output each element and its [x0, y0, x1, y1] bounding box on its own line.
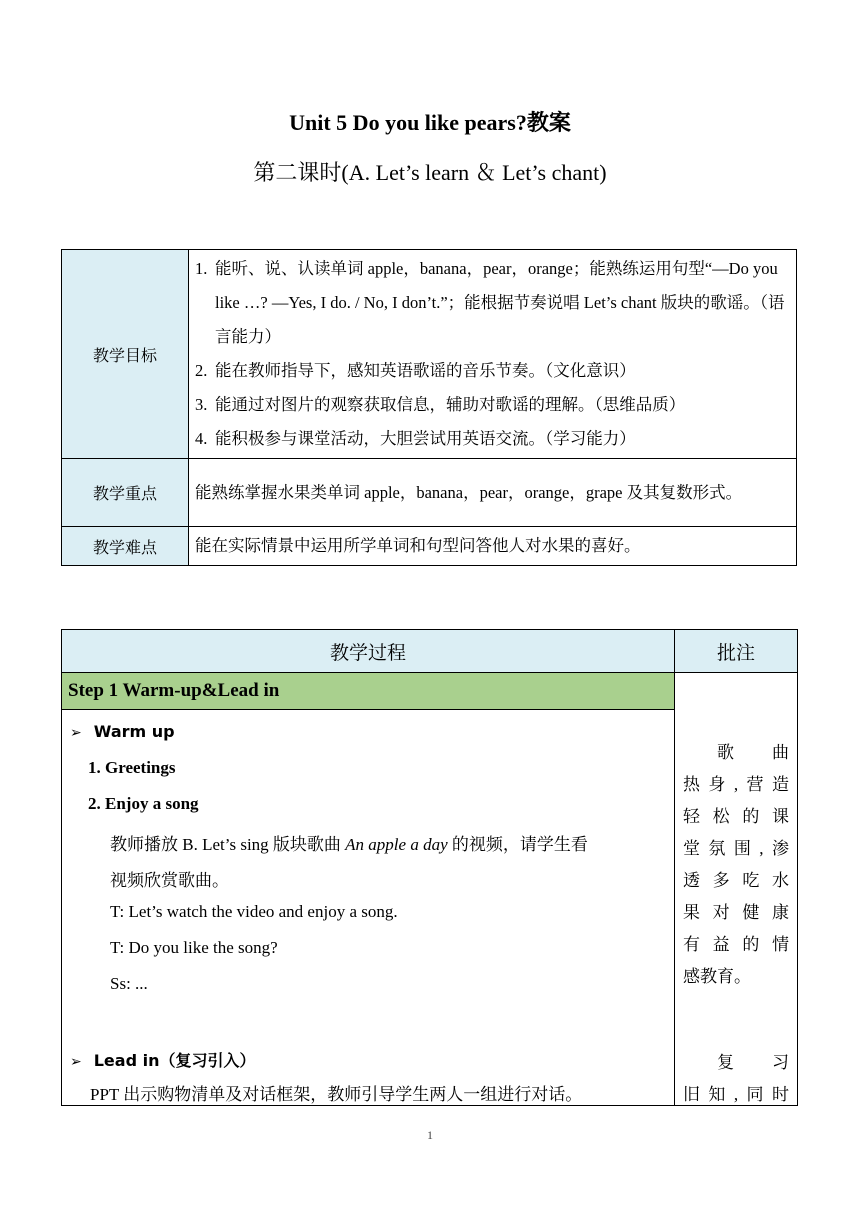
note-line: 堂氛围,渗: [683, 839, 789, 858]
leadin-text: PPT 出示购物清单及对话框架，教师引导学生两人一组进行对话。: [90, 1085, 583, 1104]
note-warmup: [683, 737, 789, 993]
objective-item: [195, 252, 790, 354]
note-line: 果对健康: [683, 903, 789, 922]
objectives-label: 教学目标: [62, 250, 189, 459]
objective-text: 能在教师指导下，感知英语歌谣的音乐节奏。（文化意识）: [215, 361, 636, 380]
song-description-line2: 视频欣赏歌曲。: [110, 871, 229, 890]
song-desc-part: 的视频，请学生看: [447, 835, 588, 854]
note-line: 透多吃水: [683, 871, 789, 890]
key-points-label: 教学重点: [62, 459, 189, 527]
objectives-content: [189, 250, 797, 459]
step-title: Step 1 Warm-up&Lead in: [62, 673, 675, 710]
teacher-line-1: T: Let’s watch the video and enjoy a song.: [110, 902, 398, 921]
key-points-content: 能熟练掌握水果类单词 apple，banana，pear，orange，grape 及其复数形式。: [189, 459, 797, 527]
step-row: [62, 673, 798, 710]
notes-header: 批注: [675, 630, 798, 673]
teacher-line-2: T: Do you like the song?: [110, 938, 278, 957]
objective-num: 4.: [195, 429, 208, 448]
objective-text: 能通过对图片的观察获取信息，辅助对歌谣的理解。（思维品质）: [215, 395, 686, 414]
objective-text: 能积极参与课堂活动，大胆尝试用英语交流。（学习能力）: [215, 429, 636, 448]
leadin-heading: [70, 1048, 255, 1071]
objective-num: 3.: [195, 395, 208, 414]
objectives-row: [62, 250, 797, 459]
note-line: 感教育。: [683, 967, 751, 986]
note-line: 轻松的课: [683, 807, 789, 826]
song-title: An apple a day: [345, 835, 448, 854]
enjoy-song: 2. Enjoy a song: [88, 794, 199, 813]
objective-text: 能听、说、认读单词 apple，banana，pear，orange；能熟练运用句型“—Do you like …? —Yes, I do. / No, I don’t.”；能根据节奏说唱 Let’s chant 版块的歌谣。（语言能力）: [215, 259, 785, 346]
page-subtitle: 第二课时(A. Let’s learn ＆ Let’s chant): [253, 160, 607, 185]
note-line: 有益的情: [683, 935, 789, 954]
note-line: 热身,营造: [683, 775, 789, 794]
process-header: 教学过程: [62, 630, 675, 673]
page-title: Unit 5 Do you like pears?教案: [289, 110, 571, 135]
process-body: [62, 710, 675, 1106]
warmup-heading: [70, 722, 175, 741]
arrow-bullet-icon: ➢: [70, 1054, 82, 1070]
key-points-row: [62, 459, 797, 527]
difficulties-content: 能在实际情景中运用所学单词和句型问答他人对水果的喜好。: [189, 527, 797, 566]
students-line: Ss: ...: [110, 974, 148, 993]
warmup-heading-text: Warm up: [93, 722, 175, 741]
greetings: 1. Greetings: [88, 758, 176, 777]
song-description: [110, 830, 588, 855]
process-table: [61, 629, 798, 1106]
note-line: 旧知,同时: [683, 1085, 789, 1104]
objective-num: 2.: [195, 361, 208, 380]
leadin-heading-text: Lead in（复习引入）: [93, 1051, 256, 1070]
notes-cell: [675, 673, 798, 1106]
objective-num: 1.: [195, 259, 208, 278]
difficulties-label: 教学难点: [62, 527, 189, 566]
objective-item: [195, 422, 790, 456]
note-line: 复 习: [717, 1053, 789, 1072]
objectives-table: [61, 249, 797, 566]
objective-item: [195, 388, 790, 422]
process-header-row: [62, 630, 798, 673]
arrow-bullet-icon: ➢: [70, 725, 82, 741]
page-number: 1: [427, 1128, 433, 1142]
objective-item: [195, 354, 790, 388]
song-desc-part: 教师播放 B. Let’s sing 版块歌曲: [110, 835, 346, 854]
note-leadin: [683, 1047, 789, 1111]
note-line: 歌 曲: [717, 743, 789, 762]
difficulties-row: [62, 527, 797, 566]
